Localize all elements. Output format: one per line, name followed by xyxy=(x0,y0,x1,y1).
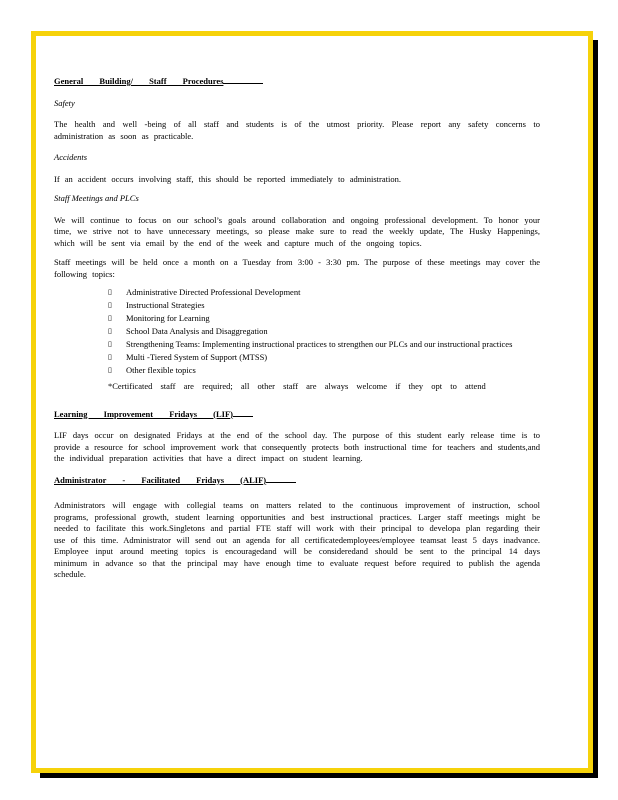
alif-heading-underline xyxy=(266,473,296,483)
accidents-heading: Accidents xyxy=(54,152,88,162)
lif-heading-underline xyxy=(233,407,253,417)
lif-text: LIF days occur on designated Fridays at the end of the school day. The purpose of this student early release time is to provide a resource for school improvement work that consequently protects both instructional time for teachers and students,and the individual preparation activities that have a direct impact on student learning. xyxy=(54,430,540,463)
safety-heading: Safety xyxy=(54,97,75,108)
list-item xyxy=(108,325,540,338)
bullet-icon: ▯ xyxy=(108,340,112,348)
lif-heading-text: Learning Improvement Fridays (LIF) xyxy=(54,408,234,419)
alif-heading-text: Administrator - Facilitated Fridays (ALIF) xyxy=(54,474,267,485)
title-underline xyxy=(223,74,263,84)
bullet-icon: ▯ xyxy=(108,327,112,335)
document-title-text: General Building/ Staff Procedures xyxy=(54,76,224,86)
topic-text: Other flexible topics xyxy=(126,365,196,375)
meeting-topics-list xyxy=(54,286,540,377)
list-item xyxy=(108,299,540,312)
lif-heading xyxy=(54,407,540,421)
bullet-icon: ▯ xyxy=(108,288,112,296)
document-content xyxy=(54,74,540,581)
bullet-icon: ▯ xyxy=(108,314,112,322)
topic-text: Multi -Tiered System of Support (MTSS) xyxy=(126,352,268,362)
staff-meetings-para1: We will continue to focus on our school’s goals around collaboration and ongoing professional development. To honor your time, we strive not to have unnecessary meetings, so please make sure to read the weekly update, The Husky Happenings, which will be sent via email by the end of the week and capture much of the ongoing topics. xyxy=(54,214,540,248)
bullet-icon: ▯ xyxy=(108,366,112,374)
staff-meetings-heading: Staff Meetings and PLCs xyxy=(54,193,139,203)
list-item xyxy=(108,286,540,299)
bullet-icon: ▯ xyxy=(108,353,112,361)
topic-text: Administrative Directed Professional Development xyxy=(126,287,301,297)
document-page xyxy=(31,31,593,773)
topic-text: Strengthening Teams: Implementing instructional practices to strengthen our PLCs and our instructional practices xyxy=(126,339,513,349)
topic-text: Instructional Strategies xyxy=(126,300,205,310)
certificated-note: *Certificated staff are required; all other staff are always welcome if they opt to attend xyxy=(108,381,486,391)
alif-text: Administrators will engage with collegial teams on matters related to the continuous improvement of instruction, school programs, professional growth, student learning opportunities and best instructional practices. Larger staff meetings might be needed to facilitate this work.Singletons and partial FTE staff will work with their principal to developa plan regarding their use of this time. Administrator will send out an agenda for all certificatedemployees/employee teamsat least 5 days inadvance. Employee input around meeting topics is encouragedand will be consideredand should be sent to the principal 14 days minimum in advance so that the principal may have enough time to evaluate request before required to publish the agenda schedule. xyxy=(54,500,540,579)
list-item xyxy=(108,351,540,364)
list-item xyxy=(108,312,540,325)
topic-text: School Data Analysis and Disaggregation xyxy=(126,326,268,336)
alif-heading xyxy=(54,473,540,487)
accidents-text: If an accident occurs involving staff, this should be reported immediately to administration. xyxy=(54,173,401,184)
safety-text: The health and well -being of all staff and students is of the utmost priority. Please report any safety concerns to administration as soon as practicable. xyxy=(54,119,540,141)
staff-meetings-para2: Staff meetings will be held once a month on a Tuesday from 3:00 - 3:30 pm. The purpose of these meetings may cover the following topics: xyxy=(54,257,540,279)
list-item xyxy=(108,364,540,377)
list-item xyxy=(108,338,540,351)
document-title xyxy=(54,74,540,88)
topic-text: Monitoring for Learning xyxy=(126,313,210,323)
bullet-icon: ▯ xyxy=(108,301,112,309)
